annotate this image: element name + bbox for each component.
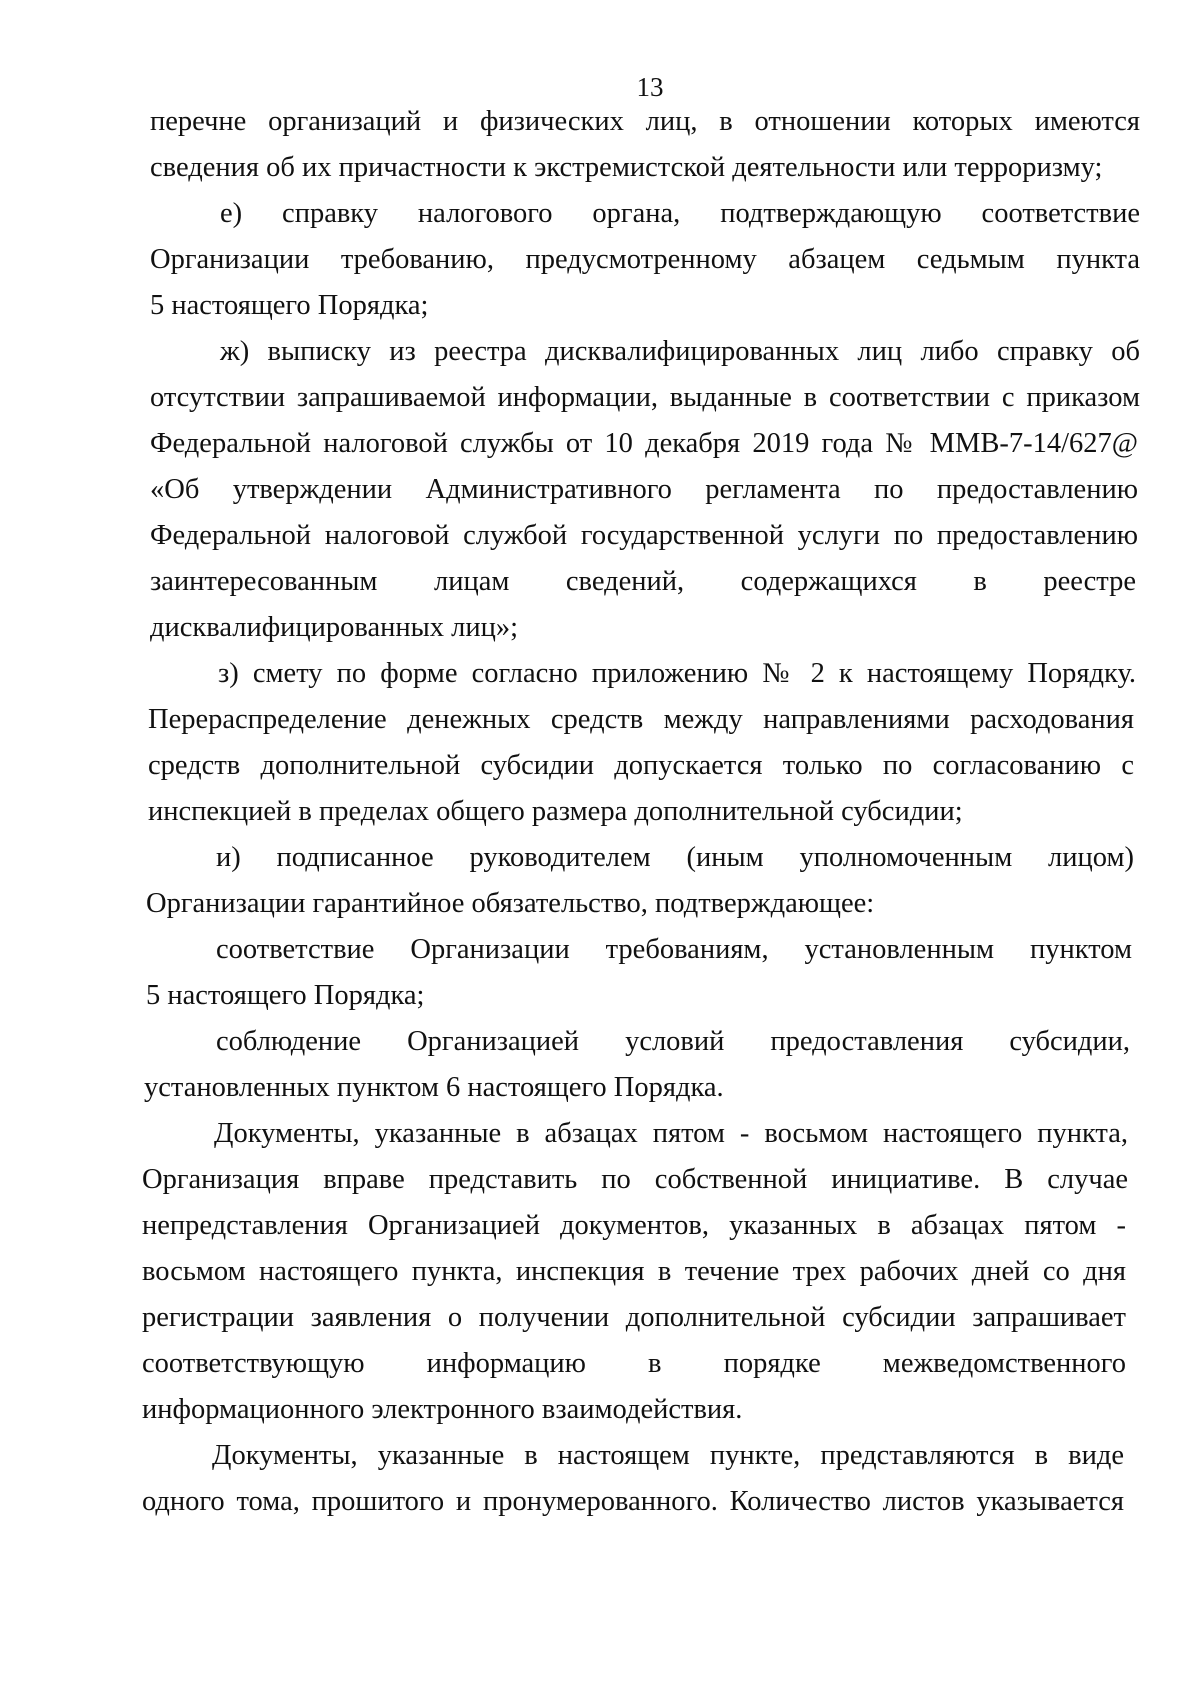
text-line: 5 настоящего Порядка; (150, 290, 429, 321)
text-line: Документы, указанные в абзацах пятом - восьмом настоящего пункта, (214, 1118, 1128, 1149)
text-line: 5 настоящего Порядка; (146, 980, 425, 1011)
text-line: Федеральной налоговой службы от 10 декабря 2019 года № ММВ-7-14/627@ (150, 428, 1138, 459)
text-line: сведения об их причастности к экстремистской деятельности или терроризму; (150, 152, 1103, 183)
page-number: 13 (636, 72, 664, 102)
text-line: соответствующую информацию в порядке межведомственного (142, 1348, 1126, 1379)
text-line: инспекцией в пределах общего размера дополнительной субсидии; (148, 796, 963, 827)
text-line: Перераспределение денежных средств между направлениями расходования (148, 704, 1134, 735)
text-line: отсутствии запрашиваемой информации, выданные в соответствии с приказом (150, 382, 1140, 413)
text-line: Организация вправе представить по собственной инициативе. В случае (142, 1164, 1128, 1195)
text-line: восьмом настоящего пункта, инспекция в течение трех рабочих дней со дня (142, 1256, 1126, 1287)
text-line: дисквалифицированных лиц»; (150, 612, 519, 643)
text-line: «Об утверждении Административного регламента по предоставлению (150, 474, 1138, 505)
text-line: Организации гарантийное обязательство, подтверждающее: (146, 888, 875, 919)
text-line: ж) выписку из реестра дисквалифицированных лиц либо справку об (220, 336, 1140, 367)
text-line: е) справку налогового органа, подтверждающую соответствие (220, 198, 1140, 229)
text-line: Организации требованию, предусмотренному абзацем седьмым пункта (150, 244, 1140, 275)
text-line: непредставления Организацией документов, указанных в абзацах пятом - (142, 1210, 1126, 1241)
text-line: регистрации заявления о получении дополнительной субсидии запрашивает (142, 1302, 1126, 1333)
text-line: соблюдение Организацией условий предоставления субсидии, (216, 1026, 1130, 1057)
text-line: Федеральной налоговой службой государственной услуги по предоставлению (150, 520, 1138, 551)
text-line: Документы, указанные в настоящем пункте, представляются в виде (212, 1440, 1124, 1471)
text-line: соответствие Организации требованиям, установленным пунктом (216, 934, 1132, 965)
text-line: установленных пунктом 6 настоящего Порядка. (144, 1072, 724, 1103)
text-line: информационного электронного взаимодействия. (142, 1394, 743, 1425)
text-line: перечне организаций и физических лиц, в отношении которых имеются (150, 106, 1140, 137)
text-line: одного тома, прошитого и пронумерованного. Количество листов указывается (142, 1486, 1124, 1517)
text-line: заинтересованным лицам сведений, содержащихся в реестре (150, 566, 1136, 597)
text-line: з) смету по форме согласно приложению № 2 к настоящему Порядку. (218, 658, 1136, 689)
text-line: средств дополнительной субсидии допускается только по согласованию с (148, 750, 1134, 781)
text-line: и) подписанное руководителем (иным уполномоченным лицом) (216, 842, 1134, 873)
